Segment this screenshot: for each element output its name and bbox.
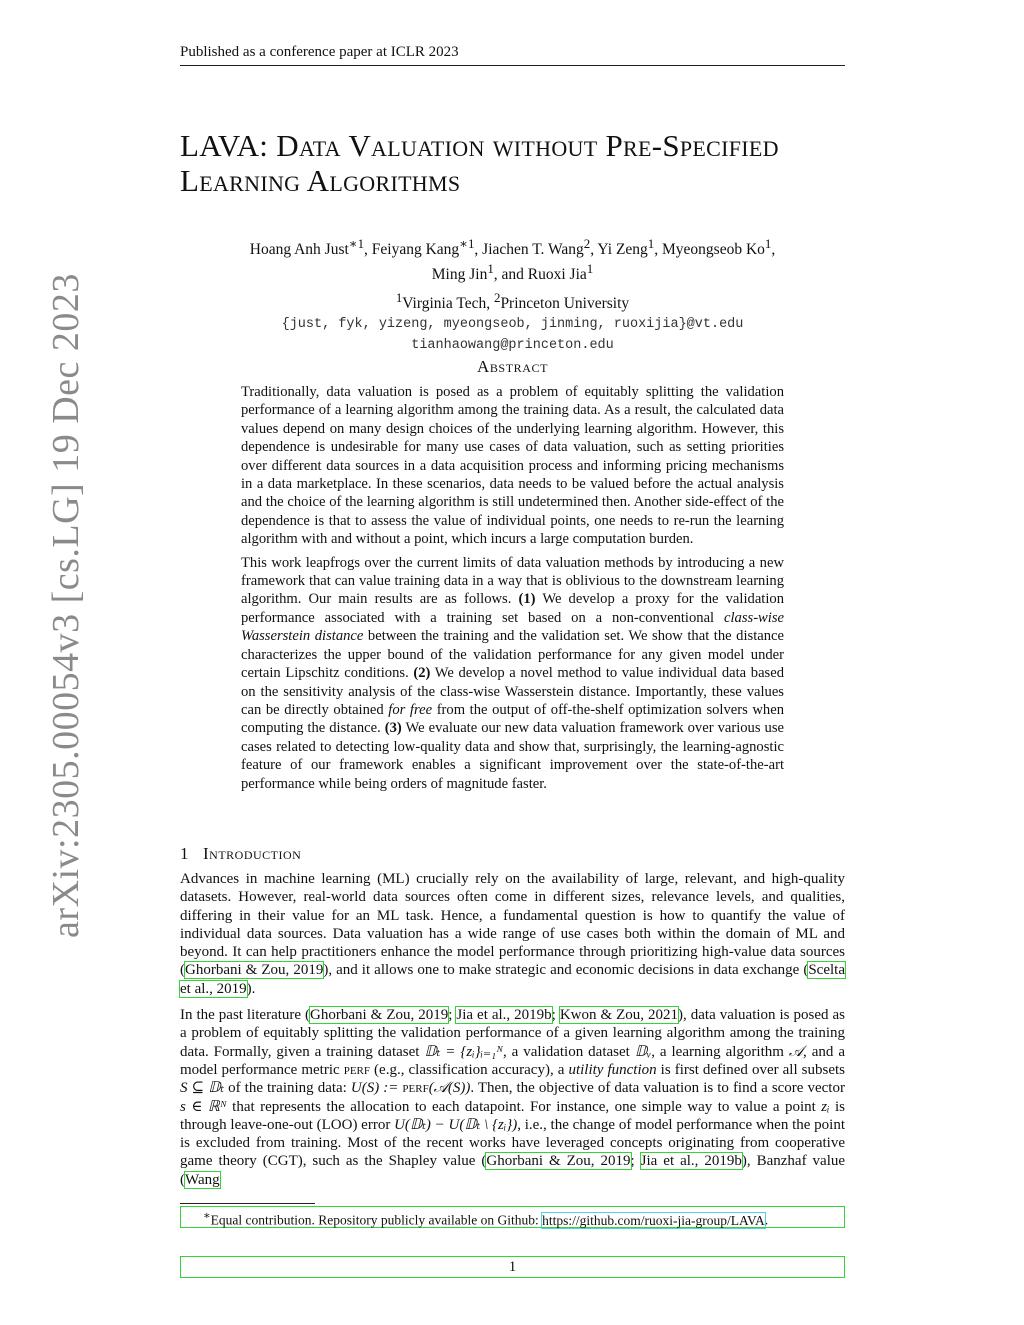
introduction-body: [180, 870, 845, 1197]
text-run: from the output of off-the-shelf optimization solvers when computing the distance.: [241, 701, 785, 737]
text-run: is through leave-one-out (LOO) error: [180, 1098, 845, 1133]
citation-link[interactable]: Scelta et al., 2019: [180, 962, 845, 997]
math-expression: s ∈ ℝᴺ: [180, 1098, 227, 1115]
abstract-heading: Abstract: [476, 357, 549, 376]
affiliation-superscript: 2: [493, 290, 501, 305]
math-expression: 𝔻ₜ = {zᵢ}ᵢ₌₁ᴺ: [424, 1043, 503, 1060]
section-number: 1: [180, 844, 189, 863]
metric-name: perf: [343, 1061, 371, 1078]
running-header: Published as a conference paper at ICLR 2023: [180, 44, 845, 66]
affiliation-name: Princeton University: [500, 295, 630, 313]
emphasis: class-wise Wasserstein distance: [241, 609, 784, 645]
affiliations: [180, 288, 845, 355]
title-line-2: Learning Algorithms: [180, 163, 461, 198]
footnote: [180, 1206, 845, 1228]
citation-link[interactable]: Wang: [185, 1171, 220, 1188]
emphasis: utility function: [568, 1061, 657, 1078]
text-run: is first defined over all subsets: [656, 1061, 846, 1078]
text-run: ), Banzhaf value (: [180, 1153, 846, 1188]
footnote-mark: ∗: [203, 1210, 211, 1222]
text-run: ), data valuation is posed as a problem of equitably splitting the validation performance of a given learning algorithm among the training data. Formally, given a training dataset: [180, 1007, 845, 1060]
author-superscript: 1: [586, 261, 594, 277]
abstract-body: [241, 383, 784, 798]
page-number[interactable]: 1: [180, 1256, 845, 1278]
text-run: This work leapfrogs over the current limits of data valuation methods by introducing a new framework that can value training data in a way that is oblivious to the downstream learning algorithm. Our main results are as follows.: [241, 554, 784, 608]
math-expression: zᵢ: [821, 1098, 830, 1115]
affiliation-name: Virginia Tech,: [402, 295, 494, 313]
email-line-2: tianhaowang@princeton.edu: [411, 338, 614, 354]
email-line-1: {just, fyk, yizeng, myeongseob, jinming, ruoxijia}@vt.edu: [281, 317, 744, 333]
emphasis: for free: [388, 701, 433, 718]
text-run: , a validation dataset: [502, 1043, 635, 1060]
author-name: , Feiyang Kang: [364, 241, 460, 259]
text-run: ;: [448, 1007, 457, 1024]
section-heading-introduction: [180, 844, 301, 864]
author-name: , and Ruoxi Jia: [493, 266, 587, 284]
text-run: We develop a proxy for the validation performance associated with a training set based on a non-conventional: [241, 591, 784, 626]
metric-name: perf: [402, 1080, 429, 1097]
math-expression: (𝒜(S)): [428, 1080, 471, 1097]
math-expression: U(𝔻ₜ) − U(𝔻ₜ \ {zᵢ}): [394, 1116, 518, 1133]
intro-paragraph-1: [180, 870, 845, 998]
author-name: , Jiachen T. Wang: [474, 241, 584, 259]
math-expression: U(S) :=: [350, 1080, 403, 1097]
text-run: between the training and the validation set. We show that the distance characterizes the upper bound of the validation performance for any given model under certain Lipschitz conditions.: [241, 628, 784, 682]
author-separator: ,: [771, 241, 776, 259]
text-run: We evaluate our new data valuation framework over various use cases related to detecting low-quality data and show that, surprisingly, the learning-agnostic feature of our framework enables a significant improvement over the state-of-the-art performance while being orders of magnitude faster.: [241, 720, 784, 792]
contribution-marker: (1): [518, 591, 536, 608]
text-run: , i.e., the change of model performance when the point is excluded from training. Most of the recent works have leveraged concepts originating from cooperative game theory (CGT), such as the Shapley value (: [180, 1116, 845, 1170]
citation-link[interactable]: Ghorbani & Zou, 2019: [310, 1007, 449, 1024]
citation-link[interactable]: Jia et al., 2019b: [456, 1007, 552, 1024]
math-expression: 𝔻ᵥ: [634, 1043, 652, 1060]
author-name: Hoang Anh Just: [249, 241, 349, 259]
text-run: . Then, the objective of data valuation is to find a score vector: [470, 1080, 845, 1097]
citation-link[interactable]: Jia et al., 2019b: [640, 1153, 742, 1170]
text-run: ;: [630, 1153, 641, 1170]
text-run: ;: [551, 1007, 560, 1024]
author-name: , Yi Zeng: [590, 241, 648, 259]
citation-link[interactable]: Ghorbani & Zou, 2019: [185, 962, 324, 979]
author-list: [180, 234, 845, 284]
title-line-1: LAVA: Data Valuation without Pre-Specified: [180, 128, 779, 163]
footnote-end: .: [764, 1212, 769, 1228]
text-run: ), and it allows one to make strategic and economic decisions in data exchange (: [323, 962, 809, 979]
author-superscript: 1: [764, 236, 772, 251]
citation-link[interactable]: Kwon & Zou, 2021: [559, 1007, 679, 1024]
author-name: Ming Jin: [431, 266, 488, 284]
footnote-text: Equal contribution. Repository publicly available on Github:: [210, 1212, 543, 1228]
abstract-paragraph-2: [241, 554, 784, 793]
text-run: ).: [246, 980, 256, 997]
author-superscript: 2: [583, 236, 591, 251]
citation-link[interactable]: Ghorbani & Zou, 2019: [486, 1153, 631, 1170]
contribution-marker: (3): [384, 720, 402, 737]
text-run: In the past literature (: [180, 1007, 311, 1024]
footnote-divider: [180, 1203, 315, 1204]
paper-title: [180, 128, 850, 198]
text-run: Advances in machine learning (ML) crucially rely on the availability of large, relevant, and high-quality datasets. However, real-world data sources often come in different sizes, relevance levels, and qualities, differing in their value for an ML task. Hence, a fundamental question is how to quantify the value of individual data sources. Data valuation has a wide range of use cases both within the domain of ML and beyond. It can help practitioners enhance the model performance through prioritizing high-value data sources (: [180, 871, 845, 979]
author-superscript: ∗1: [348, 236, 365, 251]
author-superscript: ∗1: [459, 236, 475, 251]
arxiv-side-stamp: arXiv:2305.00054v3 [cs.LG] 19 Dec 2023: [45, 273, 87, 938]
text-run: , and a model performance metric: [180, 1043, 845, 1078]
author-superscript: 1: [487, 261, 494, 277]
text-run: (e.g., classification accuracy), a: [370, 1061, 569, 1078]
section-title: Introduction: [203, 844, 302, 863]
contribution-marker: (2): [413, 665, 431, 682]
abstract-paragraph-1: Traditionally, data valuation is posed as a problem of equitably splitting the validation performance of a learning algorithm among the training data. As a result, the calculated data values depend on many design choices of the underlying learning algorithm. However, this dependence is undesirable for many use cases of data valuation, such as setting priorities over different data sources in a data acquisition process and informing pricing mechanisms in a data marketplace. In these scenarios, data needs to be valued before the actual analysis and the choice of the learning algorithm is still undetermined then. Another side-effect of the dependence is that to assess the value of individual points, one needs to re-run the learning algorithm with and without a point, which incurs a large computation burden.: [241, 384, 784, 548]
author-name: , Myeongseob Ko: [654, 241, 765, 259]
text-run: , a learning algorithm: [651, 1043, 789, 1060]
text-run: that represents the allocation to each datapoint. For instance, one simple way to value a point: [226, 1098, 822, 1115]
repository-link[interactable]: https://github.com/ruoxi-jia-group/LAVA: [542, 1212, 765, 1228]
math-expression: S ⊆ 𝔻ₜ: [180, 1080, 225, 1097]
text-run: We develop a novel method to value individual data based on the sensitivity analysis of the class-wise Wasserstein distance. Importantly, these values can be directly obtained: [241, 665, 785, 718]
intro-paragraph-2: [180, 1006, 845, 1189]
author-superscript: 1: [647, 236, 655, 251]
math-expression: 𝒜: [788, 1043, 804, 1060]
text-run: of the training data:: [224, 1080, 351, 1097]
affiliation-superscript: 1: [395, 290, 403, 305]
